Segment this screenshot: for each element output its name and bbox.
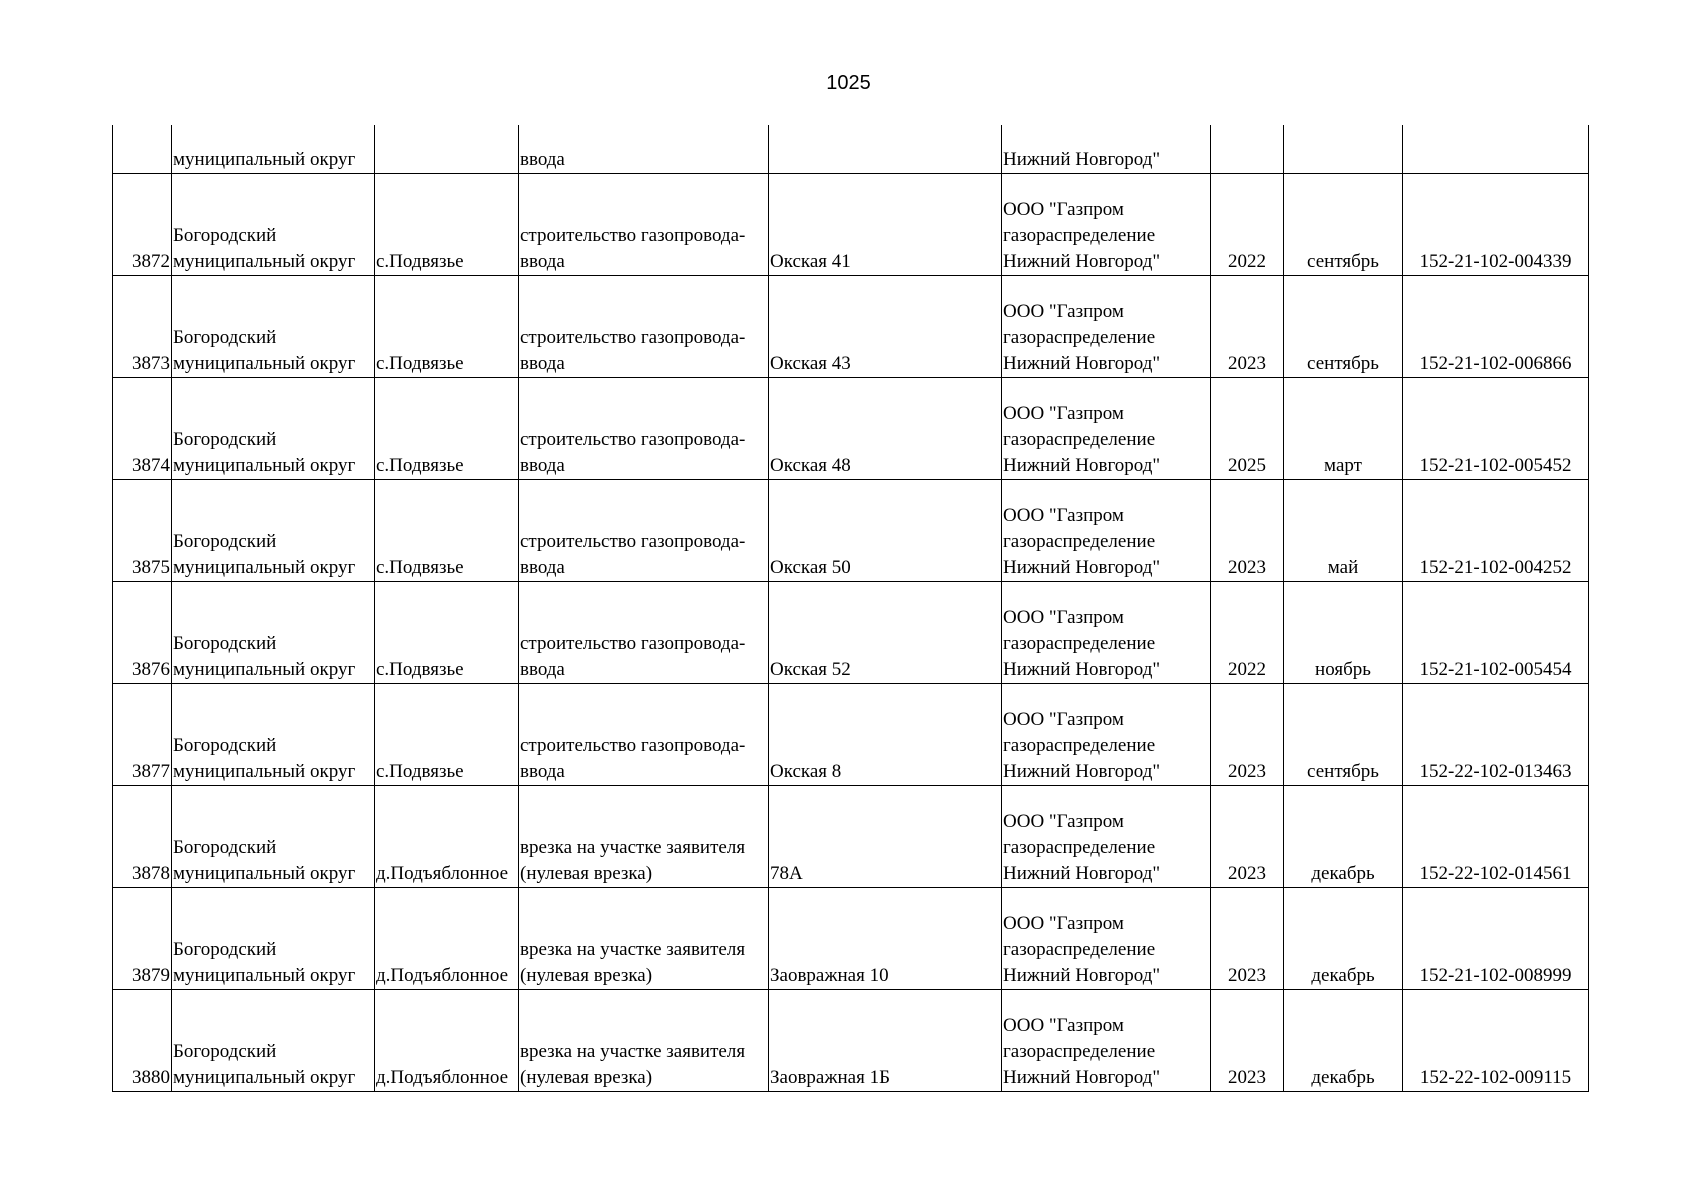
cell-work-type xyxy=(519,888,769,990)
org-line: газораспределение xyxy=(1003,837,1156,858)
cell-work-type xyxy=(519,378,769,480)
org-line: газораспределение xyxy=(1003,225,1156,246)
cell-year xyxy=(1211,125,1284,174)
work-line: строительство газопровода- xyxy=(520,735,746,756)
month-text: сентябрь xyxy=(1307,251,1379,272)
cell-address xyxy=(769,582,1002,684)
cell-year xyxy=(1211,888,1284,990)
cell-month xyxy=(1284,125,1403,174)
org-line: Нижний Новгород" xyxy=(1003,863,1161,884)
cell-month xyxy=(1284,582,1403,684)
cell-locality xyxy=(375,786,519,888)
cell-code xyxy=(1403,684,1589,786)
org-line: ООО "Газпром xyxy=(1003,301,1124,322)
month-text: март xyxy=(1324,455,1362,476)
code-text: 152-22-102-013463 xyxy=(1419,761,1572,782)
cell-district xyxy=(172,684,375,786)
month-text: декабрь xyxy=(1311,1067,1375,1088)
cell-month xyxy=(1284,378,1403,480)
month-text: сентябрь xyxy=(1307,761,1379,782)
cell-month xyxy=(1284,480,1403,582)
row-number: 3877 xyxy=(132,761,170,782)
work-line: ввода xyxy=(520,659,565,680)
district-line: Богородский xyxy=(173,327,277,348)
work-line: ввода xyxy=(520,761,565,782)
code-text: 152-22-102-014561 xyxy=(1419,863,1572,884)
cell-month xyxy=(1284,888,1403,990)
org-line: ООО "Газпром xyxy=(1003,709,1124,730)
cell-code xyxy=(1403,786,1589,888)
cell-year xyxy=(1211,582,1284,684)
cell-year xyxy=(1211,480,1284,582)
cell-address xyxy=(769,378,1002,480)
cell-address xyxy=(769,174,1002,276)
cell-month xyxy=(1284,174,1403,276)
district-line: Богородский xyxy=(173,939,277,960)
cell-month xyxy=(1284,684,1403,786)
year-text: 2023 xyxy=(1228,557,1266,578)
work-line: (нулевая врезка) xyxy=(520,863,653,884)
address-text: Заовражная 1Б xyxy=(770,1067,890,1088)
table-row xyxy=(113,276,1589,378)
cell-locality xyxy=(375,125,519,174)
cell-number xyxy=(113,888,172,990)
address-text: Окская 48 xyxy=(770,455,851,476)
org-line: ООО "Газпром xyxy=(1003,199,1124,220)
org-line: ООО "Газпром xyxy=(1003,403,1124,424)
district-line: муниципальный округ xyxy=(173,251,356,272)
cell-work-type xyxy=(519,582,769,684)
org-line: ООО "Газпром xyxy=(1003,1015,1124,1036)
cell-year xyxy=(1211,990,1284,1092)
org-line: ООО "Газпром xyxy=(1003,505,1124,526)
cell-work-type xyxy=(519,276,769,378)
cell-number xyxy=(113,786,172,888)
org-line: газораспределение xyxy=(1003,531,1156,552)
work-line: строительство газопровода- xyxy=(520,531,746,552)
cell-organization xyxy=(1002,276,1211,378)
cell-organization xyxy=(1002,888,1211,990)
row-number: 3873 xyxy=(132,353,170,374)
work-line: ввода xyxy=(520,455,565,476)
cell-number xyxy=(113,276,172,378)
cell-locality xyxy=(375,684,519,786)
locality-text: с.Подвязье xyxy=(376,761,464,782)
cell-district xyxy=(172,378,375,480)
work-line: ввода xyxy=(520,251,565,272)
cell-organization xyxy=(1002,684,1211,786)
work-line: врезка на участке заявителя xyxy=(520,939,746,960)
org-line: Нижний Новгород" xyxy=(1003,557,1161,578)
row-number: 3879 xyxy=(132,965,170,986)
address-text: 78А xyxy=(770,863,803,884)
address-text: Окская 50 xyxy=(770,557,851,578)
cell-address xyxy=(769,480,1002,582)
cell-month xyxy=(1284,786,1403,888)
work-line: (нулевая врезка) xyxy=(520,1067,653,1088)
month-text: ноябрь xyxy=(1315,659,1371,680)
address-text: Окская 41 xyxy=(770,251,851,272)
code-text: 152-21-102-006866 xyxy=(1419,353,1572,374)
cell-code xyxy=(1403,174,1589,276)
work-line: строительство газопровода- xyxy=(520,327,746,348)
cell-number xyxy=(113,990,172,1092)
cell-work-type xyxy=(519,990,769,1092)
cell-code xyxy=(1403,990,1589,1092)
table-row xyxy=(113,582,1589,684)
org-line: Нижний Новгород" xyxy=(1003,659,1161,680)
cell-district xyxy=(172,582,375,684)
cell-organization: Нижний Новгород" xyxy=(1002,125,1211,174)
cell-code xyxy=(1403,378,1589,480)
cell-district: муниципальный округ xyxy=(172,125,375,174)
org-line: Нижний Новгород" xyxy=(1003,965,1161,986)
cell-locality xyxy=(375,480,519,582)
code-text: 152-21-102-008999 xyxy=(1419,965,1572,986)
cell-number xyxy=(113,480,172,582)
work-line: (нулевая врезка) xyxy=(520,965,653,986)
row-number: 3874 xyxy=(132,455,170,476)
cell-number xyxy=(113,378,172,480)
cell-locality xyxy=(375,378,519,480)
year-text: 2025 xyxy=(1228,455,1266,476)
locality-text: д.Подъяблонное xyxy=(376,1067,508,1088)
district-line: муниципальный округ xyxy=(173,1067,356,1088)
org-line: Нижний Новгород" xyxy=(1003,353,1161,374)
row-number: 3875 xyxy=(132,557,170,578)
org-line: газораспределение xyxy=(1003,735,1156,756)
cell-organization xyxy=(1002,174,1211,276)
cell-work-type xyxy=(519,786,769,888)
org-line: ООО "Газпром xyxy=(1003,607,1124,628)
org-line: ООО "Газпром xyxy=(1003,913,1124,934)
cell-address xyxy=(769,786,1002,888)
row-number: 3878 xyxy=(132,863,170,884)
year-text: 2023 xyxy=(1228,965,1266,986)
district-line: муниципальный округ xyxy=(173,659,356,680)
table-row xyxy=(113,990,1589,1092)
cell-year xyxy=(1211,684,1284,786)
cell-number xyxy=(113,684,172,786)
cell-locality xyxy=(375,582,519,684)
locality-text: с.Подвязье xyxy=(376,659,464,680)
table-row xyxy=(113,684,1589,786)
table-body xyxy=(113,125,1589,1092)
org-line: газораспределение xyxy=(1003,939,1156,960)
district-line: муниципальный округ xyxy=(173,455,356,476)
year-text: 2023 xyxy=(1228,863,1266,884)
address-text: Окская 43 xyxy=(770,353,851,374)
address-text: Окская 52 xyxy=(770,659,851,680)
year-text: 2022 xyxy=(1228,251,1266,272)
cell-district xyxy=(172,990,375,1092)
cell-district xyxy=(172,276,375,378)
work-line: врезка на участке заявителя xyxy=(520,1041,746,1062)
code-text: 152-21-102-004252 xyxy=(1419,557,1572,578)
table-row xyxy=(113,378,1589,480)
district-line: муниципальный округ xyxy=(173,965,356,986)
cell-year xyxy=(1211,174,1284,276)
org-line: газораспределение xyxy=(1003,1041,1156,1062)
org-line: газораспределение xyxy=(1003,429,1156,450)
work-line: ввода xyxy=(520,353,565,374)
month-text: май xyxy=(1327,557,1359,578)
locality-text: с.Подвязье xyxy=(376,455,464,476)
cell-district xyxy=(172,480,375,582)
cell-work-type xyxy=(519,684,769,786)
page-number: 1025 xyxy=(826,72,871,94)
code-text: 152-21-102-004339 xyxy=(1419,251,1572,272)
locality-text: д.Подъяблонное xyxy=(376,863,508,884)
locality-text: с.Подвязье xyxy=(376,557,464,578)
work-line: строительство газопровода- xyxy=(520,633,746,654)
cell-district xyxy=(172,174,375,276)
table-row xyxy=(113,786,1589,888)
district-line: муниципальный округ xyxy=(173,353,356,374)
work-line: врезка на участке заявителя xyxy=(520,837,746,858)
district-line: Богородский xyxy=(173,735,277,756)
org-line: Нижний Новгород" xyxy=(1003,1067,1161,1088)
code-text: 152-21-102-005454 xyxy=(1419,659,1572,680)
district-line: Богородский xyxy=(173,837,277,858)
cell-code xyxy=(1403,276,1589,378)
cell-code xyxy=(1403,125,1589,174)
org-line: Нижний Новгород" xyxy=(1003,251,1161,272)
org-line: газораспределение xyxy=(1003,633,1156,654)
org-line: Нижний Новгород" xyxy=(1003,761,1161,782)
cell-year xyxy=(1211,378,1284,480)
cell-organization xyxy=(1002,990,1211,1092)
year-text: 2023 xyxy=(1228,353,1266,374)
cell-address xyxy=(769,276,1002,378)
cell-address xyxy=(769,125,1002,174)
org-line: газораспределение xyxy=(1003,327,1156,348)
cell-locality xyxy=(375,174,519,276)
district-line: Богородский xyxy=(173,1041,277,1062)
cell-number xyxy=(113,125,172,174)
address-text: Окская 8 xyxy=(770,761,842,782)
cell-address xyxy=(769,990,1002,1092)
district-line: Богородский xyxy=(173,225,277,246)
cell-organization xyxy=(1002,582,1211,684)
cell-work-type xyxy=(519,174,769,276)
cell-month xyxy=(1284,276,1403,378)
month-text: сентябрь xyxy=(1307,353,1379,374)
year-text: 2023 xyxy=(1228,761,1266,782)
locality-text: д.Подъяблонное xyxy=(376,965,508,986)
district-line: Богородский xyxy=(173,633,277,654)
cell-locality xyxy=(375,990,519,1092)
cell-district xyxy=(172,786,375,888)
cell-locality xyxy=(375,276,519,378)
cell-code xyxy=(1403,480,1589,582)
row-number: 3880 xyxy=(132,1067,170,1088)
district-line: Богородский xyxy=(173,531,277,552)
work-line: строительство газопровода- xyxy=(520,429,746,450)
table-row xyxy=(113,480,1589,582)
district-line: Богородский xyxy=(173,429,277,450)
cell-work-type xyxy=(519,480,769,582)
table-row xyxy=(113,888,1589,990)
cell-organization xyxy=(1002,786,1211,888)
row-number: 3872 xyxy=(132,251,170,272)
cell-month xyxy=(1284,990,1403,1092)
cell-number xyxy=(113,174,172,276)
cell-code xyxy=(1403,888,1589,990)
address-text: Заовражная 10 xyxy=(770,965,889,986)
month-text: декабрь xyxy=(1311,863,1375,884)
cell-code xyxy=(1403,582,1589,684)
month-text: декабрь xyxy=(1311,965,1375,986)
org-line: ООО "Газпром xyxy=(1003,811,1124,832)
cell-work-type: ввода xyxy=(519,125,769,174)
register-table xyxy=(112,125,1589,1092)
code-text: 152-21-102-005452 xyxy=(1419,455,1572,476)
cell-district xyxy=(172,888,375,990)
cell-organization xyxy=(1002,480,1211,582)
code-text: 152-22-102-009115 xyxy=(1419,1067,1572,1088)
year-text: 2022 xyxy=(1228,659,1266,680)
locality-text: с.Подвязье xyxy=(376,251,464,272)
district-line: муниципальный округ xyxy=(173,761,356,782)
district-line: муниципальный округ xyxy=(173,557,356,578)
year-text: 2023 xyxy=(1228,1067,1266,1088)
district-line: муниципальный округ xyxy=(173,863,356,884)
cell-address xyxy=(769,684,1002,786)
cell-year xyxy=(1211,786,1284,888)
cell-address xyxy=(769,888,1002,990)
org-line: Нижний Новгород" xyxy=(1003,455,1161,476)
table-row xyxy=(113,174,1589,276)
cell-organization xyxy=(1002,378,1211,480)
continuation-row xyxy=(113,125,1589,174)
work-line: строительство газопровода- xyxy=(520,225,746,246)
cell-locality xyxy=(375,888,519,990)
cell-year xyxy=(1211,276,1284,378)
row-number: 3876 xyxy=(132,659,170,680)
locality-text: с.Подвязье xyxy=(376,353,464,374)
cell-number xyxy=(113,582,172,684)
work-line: ввода xyxy=(520,557,565,578)
